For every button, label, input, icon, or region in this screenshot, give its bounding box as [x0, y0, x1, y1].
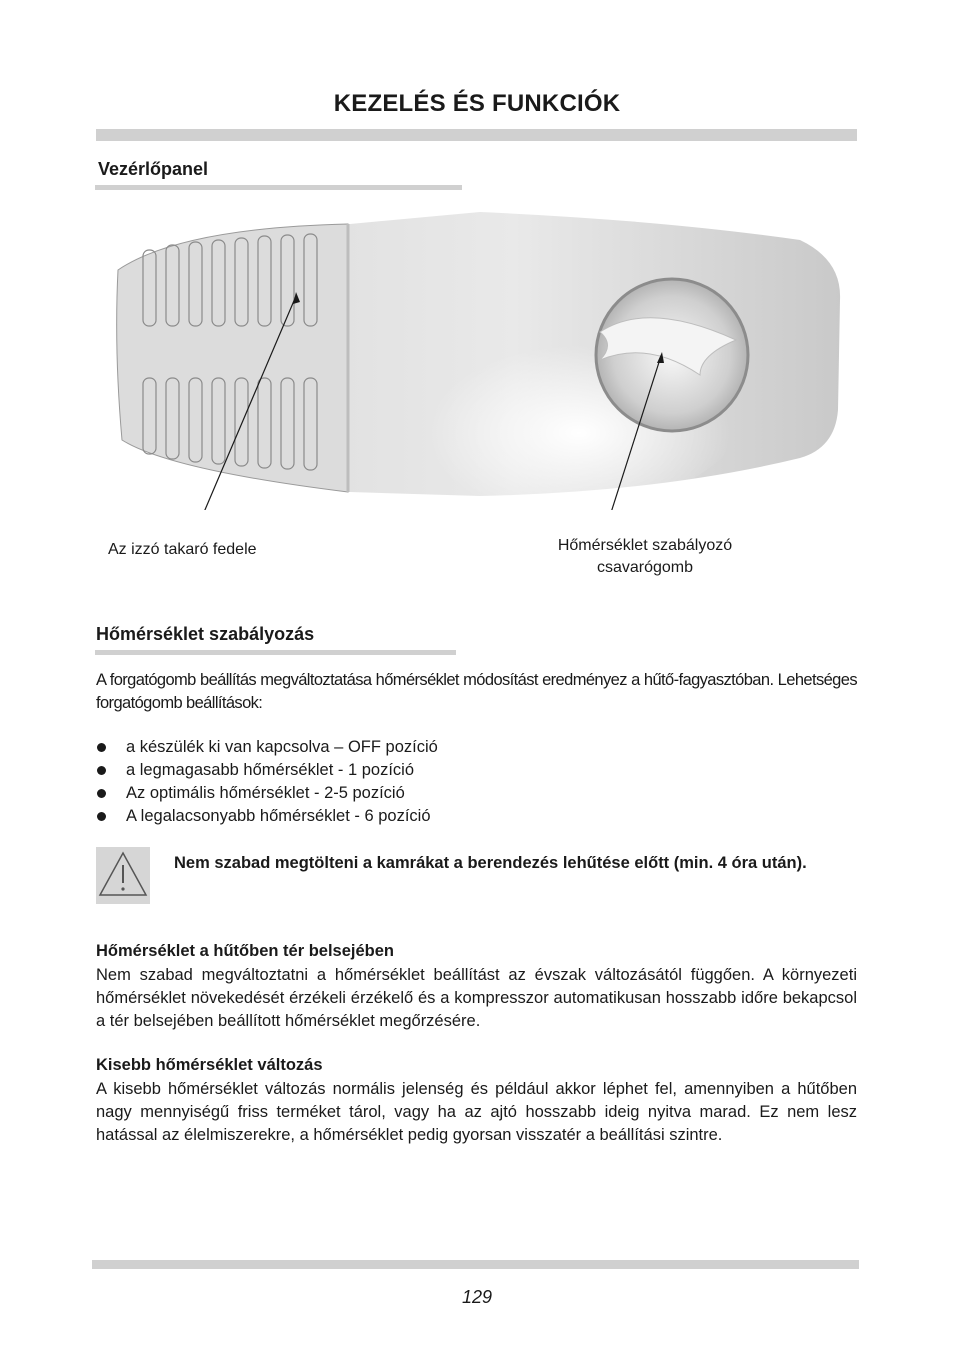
- page-number: 129: [461, 1287, 493, 1307]
- list-item: [96, 736, 696, 759]
- footer-divider: [92, 1260, 859, 1269]
- control-panel-illustration: [100, 200, 860, 510]
- list-item-text: a készülék ki van kapcsolva – OFF pozíció: [126, 738, 438, 756]
- bullet-icon: [97, 743, 106, 752]
- list-item-text: Az optimális hőmérséklet - 2-5 pozíció: [126, 784, 405, 802]
- knob-label-line1: Hőmérséklet szabályozó: [557, 537, 733, 554]
- control-panel-heading-underline: [95, 185, 462, 190]
- temperature-control-heading-underline: [95, 650, 456, 655]
- warning-triangle-icon: [96, 847, 150, 904]
- small-change-heading: Kisebb hőmérséklet változás: [96, 1056, 323, 1074]
- control-panel-heading: Vezérlőpanel: [98, 159, 209, 179]
- small-change-text: A kisebb hőmérséklet változás normális jelenség és például akkor léphet fel, amennyiben a hűtőben nagy mennyiségű friss terméket tárol, vagy ha az ajtó hosszabb ideig nyitva marad. Ez nem lesz hatással az élelmiszerekre, a hőmérséklet pedig gyorsan visszatér a beállítási szintre.: [96, 1080, 857, 1144]
- list-item: [96, 782, 696, 805]
- bullet-icon: [97, 766, 106, 775]
- bulb-cover-label: Az izzó takaró fedele: [108, 541, 257, 558]
- warning-text: Nem szabad megtölteni a kamrákat a berendezés lehűtése előtt (min. 4 óra után).: [174, 854, 807, 872]
- list-item: [96, 759, 696, 782]
- list-item-text: A legalacsonyabb hőmérséklet - 6 pozíció: [126, 807, 431, 825]
- inside-temperature-text: Nem szabad megváltoztatni a hőmérséklet beállítást az évszak változásától függően. A környezeti hőmérséklet növekedését érzékeli érzékelő és a kompresszor automatikusan hosszabb időre bekapcsol a tér belsejében beállított hőmérséklet megőrzésére.: [96, 966, 857, 1030]
- bullet-icon: [97, 789, 106, 798]
- inside-temperature-heading: Hőmérséklet a hűtőben tér belsejében: [96, 942, 395, 960]
- list-item-text: a legmagasabb hőmérséklet - 1 pozíció: [126, 761, 414, 779]
- bulb-cover: [117, 224, 348, 492]
- setting-list: [96, 736, 696, 828]
- knob-label-line2: csavarógomb: [596, 559, 694, 576]
- temperature-control-heading: Hőmérséklet szabályozás: [96, 624, 315, 644]
- bullet-icon: [97, 812, 106, 821]
- temperature-control-intro: A forgatógomb beállítás megváltoztatása hőmérséklet módosítást eredményez a hűtő-fagyasztóban. Lehetséges forgatógomb beállítások:: [96, 671, 857, 712]
- knob-label: [520, 535, 770, 579]
- title-divider: [96, 129, 857, 141]
- page-title: KEZELÉS ÉS FUNKCIÓK: [333, 90, 621, 117]
- list-item: [96, 805, 696, 828]
- warning-icon-box: [96, 847, 150, 904]
